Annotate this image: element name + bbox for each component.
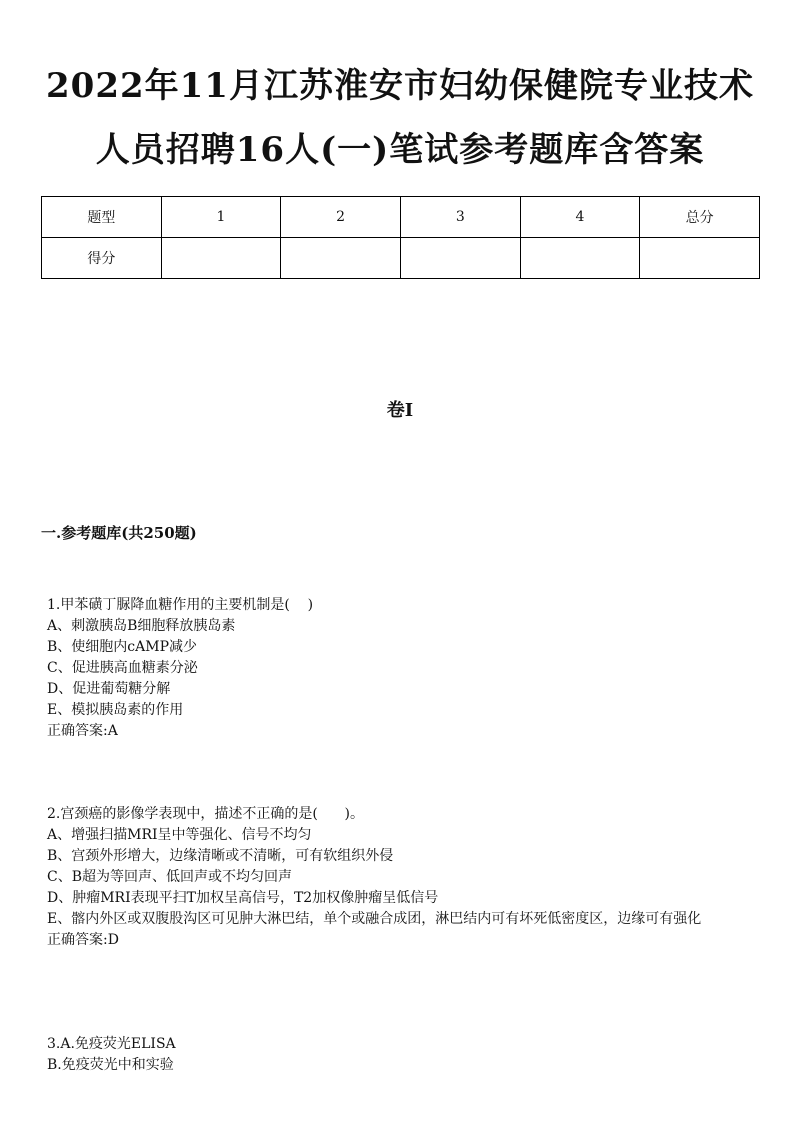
- score-cell: 2: [281, 197, 401, 238]
- document-title-line-1: 2022年11月江苏淮安市妇幼保健院专业技术: [46, 66, 754, 106]
- question-option: D、肿瘤MRI表现平扫T加权呈高信号，T2加权像肿瘤呈低信号: [47, 890, 439, 906]
- question-stem: 1.甲苯磺丁脲降血糖作用的主要机制是( ): [47, 597, 314, 613]
- score-cell: 得分: [42, 238, 162, 279]
- section-heading: 一.参考题库(共250题): [41, 524, 197, 542]
- volume-heading: 卷I: [386, 400, 414, 421]
- question-answer: 正确答案:D: [47, 932, 119, 948]
- score-cell: 1: [161, 197, 281, 238]
- question-1: [47, 595, 761, 742]
- score-cell: [161, 238, 281, 279]
- question-3: [47, 1034, 761, 1076]
- score-cell: 题型: [42, 197, 162, 238]
- question-answer: 正确答案:A: [47, 723, 118, 739]
- question-option: D、促进葡萄糖分解: [47, 681, 171, 697]
- question-stem: 3.A.免疫荧光ELISA: [47, 1036, 176, 1052]
- question-option: C、促进胰高血糖素分泌: [47, 660, 198, 676]
- score-cell: 3: [400, 197, 520, 238]
- score-cell: [400, 238, 520, 279]
- score-cell: 4: [520, 197, 640, 238]
- question-2: [47, 804, 761, 951]
- score-table-score-row: [42, 238, 760, 279]
- score-table: [41, 196, 760, 279]
- question-option: B、使细胞内cAMP减少: [47, 639, 197, 655]
- question-option: B、宫颈外形增大，边缘清晰或不清晰，可有软组织外侵: [47, 848, 394, 864]
- question-option: C、B超为等回声、低回声或不均匀回声: [47, 869, 292, 885]
- score-cell: [640, 238, 760, 279]
- document-title-line-2: 人员招聘16人(一)笔试参考题库含答案: [95, 130, 705, 170]
- score-cell: [281, 238, 401, 279]
- question-option: B.免疫荧光中和实验: [47, 1057, 174, 1073]
- score-cell: [520, 238, 640, 279]
- score-cell: 总分: [640, 197, 760, 238]
- score-table-header-row: [42, 197, 760, 238]
- question-option: E、髂内外区或双腹股沟区可见肿大淋巴结，单个或融合成团，淋巴结内可有坏死低密度区，边缘可有强化: [47, 911, 702, 927]
- question-option: A、刺激胰岛B细胞释放胰岛素: [47, 618, 236, 634]
- question-stem: 2.宫颈癌的影像学表现中，描述不正确的是( )。: [47, 806, 364, 822]
- question-option: A、增强扫描MRI呈中等强化、信号不均匀: [47, 827, 312, 843]
- question-option: E、模拟胰岛素的作用: [47, 702, 184, 718]
